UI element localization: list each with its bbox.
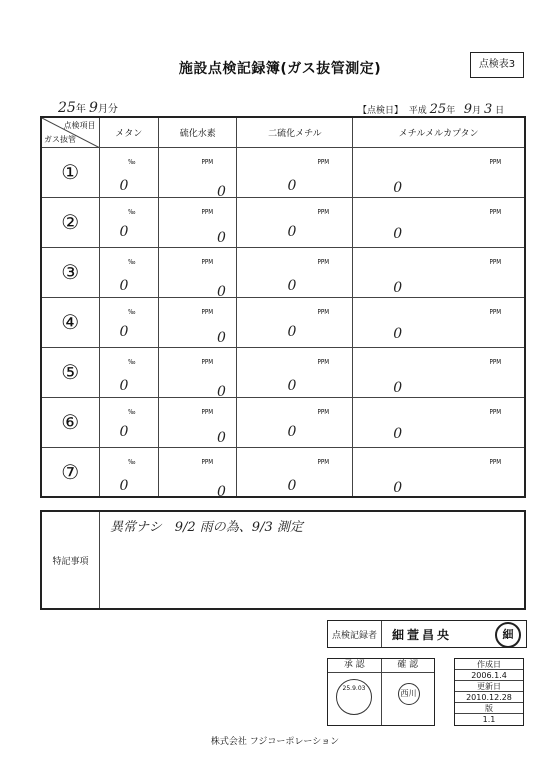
year-hand: 25 (58, 100, 76, 116)
value-cell (158, 347, 237, 400)
version-cell: 版 (455, 703, 523, 714)
date-d: 日 (495, 106, 505, 116)
unit-label: PPM (317, 207, 329, 216)
table-row (41, 447, 525, 497)
value-cell (237, 247, 353, 297)
measured-value: 0 (287, 477, 297, 494)
table-row (41, 247, 525, 297)
row-number: ⑦ (41, 447, 99, 497)
unit-label: ‰ (127, 457, 135, 466)
value-cell (158, 197, 237, 247)
year-label: 年 (75, 104, 86, 115)
unit-label: ‰ (127, 407, 135, 416)
inspection-date (358, 102, 504, 117)
version-cell: 2010.12.28 (455, 692, 523, 703)
measured-value: 0 (119, 177, 129, 194)
table-row (41, 297, 525, 347)
row-number: ⑥ (41, 397, 99, 447)
unit-label: PPM (317, 357, 329, 366)
remarks-text: 異常ナシ 9/2 雨の為、9/3 測定 (110, 520, 303, 535)
unit-label: PPM (488, 257, 501, 266)
unit-label: PPM (488, 307, 501, 316)
table-row (41, 397, 525, 447)
company-footer: 株式会社 フジコーポレーション (210, 737, 340, 747)
measured-value: 0 (393, 425, 403, 442)
value-cell (99, 197, 158, 247)
measured-value: 0 (216, 429, 226, 446)
value-cell (353, 447, 525, 497)
month-suffix: 月分 (97, 104, 118, 115)
unit-label: PPM (201, 257, 214, 266)
date-label: 【点検日】 (358, 106, 404, 116)
unit-label: PPM (317, 257, 329, 266)
date-year: 25 (429, 102, 447, 117)
measured-value: 0 (216, 183, 226, 200)
value-cell (353, 147, 525, 197)
measurement-table (40, 116, 526, 498)
measured-value: 0 (393, 379, 403, 396)
value-cell (237, 197, 353, 247)
value-cell (158, 247, 237, 300)
value-cell (99, 147, 158, 197)
value-cell (158, 397, 237, 447)
row-number: ⑤ (41, 347, 99, 397)
measured-value: 0 (393, 279, 403, 296)
measured-value: 0 (287, 377, 297, 394)
row-number: ② (41, 197, 99, 247)
unit-label: PPM (201, 157, 214, 166)
col-header: 二硫化メチル (237, 117, 353, 147)
date-m: 月 (472, 106, 482, 116)
value-cell (353, 197, 525, 247)
unit-label: ‰ (127, 307, 135, 316)
col-header: メタン (99, 117, 158, 147)
unit-label: PPM (317, 157, 329, 166)
unit-label: ‰ (127, 257, 135, 266)
unit-label: PPM (488, 157, 501, 166)
value-cell (237, 147, 353, 197)
version-cell: 1.1 (482, 715, 496, 724)
remarks-label: 特記事項 (42, 512, 100, 608)
unit-label: PPM (201, 357, 214, 366)
value-cell (353, 347, 525, 397)
value-cell (158, 147, 237, 200)
row-number: ④ (41, 297, 99, 347)
era-label: 平成 (408, 106, 427, 116)
corner-bottom-label: ガス抜管 (44, 134, 76, 144)
unit-label: PPM (488, 457, 501, 466)
measured-value: 0 (119, 223, 129, 240)
measured-value: 0 (287, 223, 297, 240)
value-cell (353, 397, 525, 447)
form-number: 点検表3 (470, 52, 524, 78)
measured-value: 0 (393, 179, 403, 196)
confirm-label: 確 認 (397, 660, 419, 670)
unit-label: PPM (317, 307, 329, 316)
unit-label: PPM (201, 407, 214, 416)
corner-cell (41, 117, 99, 147)
measured-value: 0 (216, 383, 226, 400)
date-y: 年 (446, 106, 456, 116)
unit-label: PPM (317, 407, 329, 416)
unit-label: ‰ (127, 357, 135, 366)
measured-value: 0 (216, 329, 226, 346)
remarks-box (40, 510, 526, 610)
date-day: 3 (483, 102, 493, 117)
measured-value: 0 (287, 277, 297, 294)
table-row (41, 147, 525, 197)
measured-value: 0 (287, 323, 297, 340)
measured-value: 0 (393, 479, 403, 496)
approve-label: 承 認 (328, 659, 382, 672)
version-box (454, 658, 524, 726)
recorder-name: 細萱昌央 (392, 627, 453, 642)
measured-value: 0 (119, 323, 129, 340)
measured-value: 0 (216, 483, 226, 500)
value-cell (158, 297, 237, 347)
measured-value: 0 (216, 283, 226, 300)
confirm-stamp: 西川 (398, 683, 420, 705)
col-header: 硫化水素 (158, 117, 237, 147)
measured-value: 0 (119, 477, 129, 494)
value-cell (353, 297, 525, 347)
unit-label: PPM (488, 407, 501, 416)
unit-label: PPM (488, 207, 501, 216)
measured-value: 0 (119, 423, 129, 440)
row-number: ③ (41, 247, 99, 297)
unit-label: ‰ (127, 157, 135, 166)
value-cell (99, 297, 158, 347)
unit-label: PPM (488, 357, 501, 366)
value-cell (158, 447, 237, 500)
measured-value: 0 (216, 229, 226, 246)
version-cell: 作成日 (455, 659, 523, 670)
col-header: メチルメルカプタン (353, 117, 525, 147)
value-cell (237, 347, 353, 397)
value-cell (99, 247, 158, 297)
version-cell: 更新日 (455, 681, 523, 692)
measured-value: 0 (287, 423, 297, 440)
value-cell (237, 297, 353, 347)
approval-box (327, 658, 435, 726)
month-hand: 9 (89, 100, 98, 116)
unit-label: PPM (317, 457, 329, 466)
date-month: 9 (463, 102, 473, 117)
table-row (41, 197, 525, 247)
recorder-seal: 細 (495, 622, 521, 648)
table-row (41, 347, 525, 397)
unit-label: PPM (201, 307, 214, 316)
corner-top-label: 点検項目 (63, 121, 96, 130)
measured-value: 0 (393, 225, 403, 242)
measured-value: 0 (119, 277, 129, 294)
value-cell (353, 247, 525, 297)
row-number: ① (41, 147, 99, 197)
measured-value: 0 (393, 325, 403, 342)
version-cell: 2006.1.4 (455, 670, 523, 681)
unit-label: PPM (201, 457, 214, 466)
unit-label: ‰ (127, 207, 135, 216)
value-cell (99, 397, 158, 447)
approve-stamp: 25.9.03 (336, 679, 372, 715)
value-cell (99, 447, 158, 497)
measured-value: 0 (287, 177, 297, 194)
document-title: 施設点検記録簿(ガス抜管測定) (178, 61, 382, 77)
unit-label: PPM (201, 207, 214, 216)
value-cell (237, 397, 353, 447)
recorder-label: 点検記録者 (328, 621, 382, 647)
measured-value: 0 (119, 377, 129, 394)
value-cell (99, 347, 158, 397)
value-cell (237, 447, 353, 497)
